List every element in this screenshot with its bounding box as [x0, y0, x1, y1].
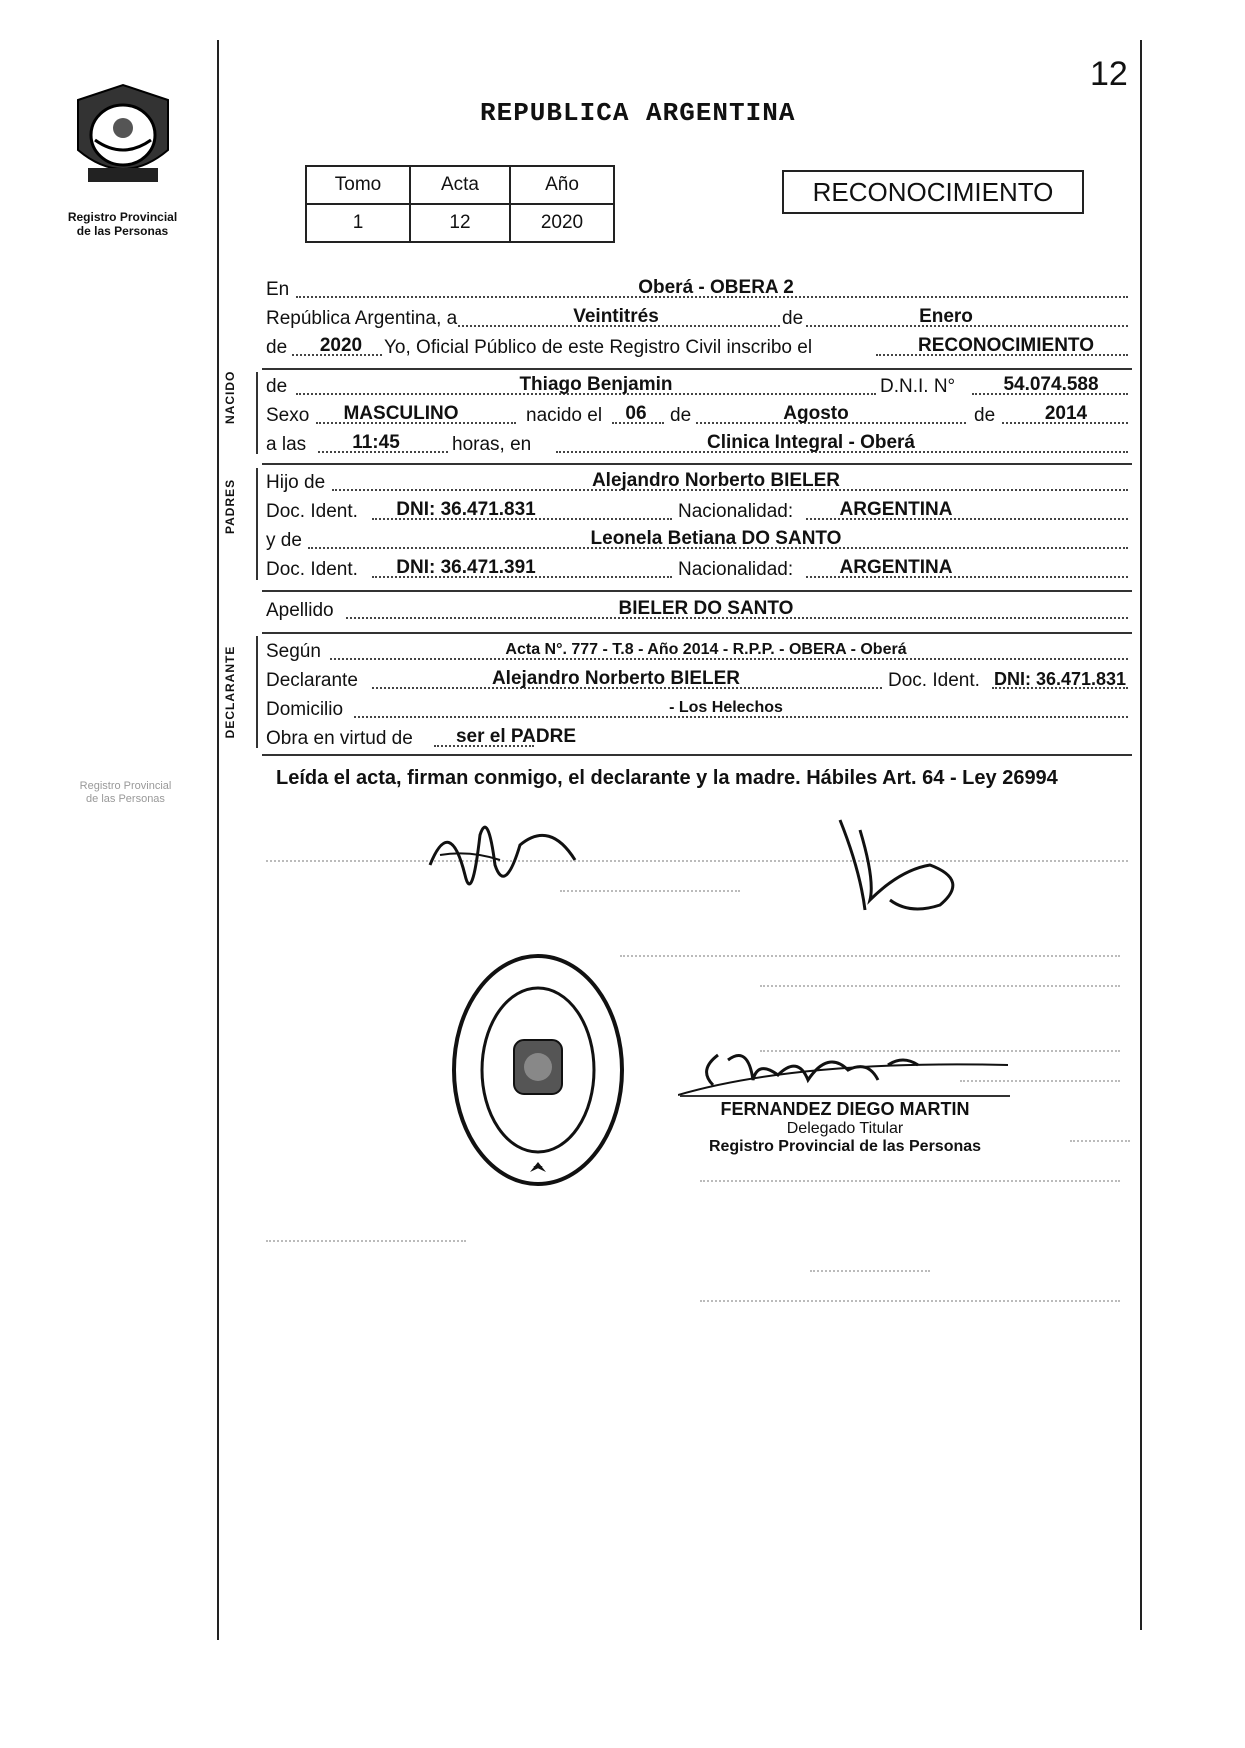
- mother-nat-label: Nacionalidad:: [678, 559, 794, 580]
- official-title: Delegado Titular: [786, 1120, 904, 1137]
- record-header-tomo: Tomo: [306, 166, 410, 204]
- segun-value: Acta N°. 777 - T.8 - Año 2014 - R.P.P. - OBERA - Oberá: [505, 641, 907, 658]
- faded-line: [700, 1180, 1120, 1182]
- dni-label: D.N.I. N°: [880, 376, 956, 397]
- padres-row-father: [266, 470, 1128, 494]
- sexo-label: Sexo: [266, 405, 310, 426]
- record-value-acta: 12: [410, 204, 510, 242]
- logo-caption-line2: de las Personas: [76, 224, 169, 238]
- separator-nacido: [262, 368, 1132, 370]
- closing-text: Leída el acta, firman conmigo, el declarante y la madre. Hábiles Art. 64 - Ley 26994: [276, 767, 1058, 789]
- padres-bar: [256, 468, 258, 580]
- declarante-doc-label: Doc. Ident.: [888, 670, 980, 691]
- horas-label: horas, en: [452, 434, 532, 455]
- domicilio-value: - Los Helechos: [669, 699, 783, 716]
- record-value-tomo: 1: [306, 204, 410, 242]
- nacido-row-sexo: [266, 403, 1128, 427]
- declarante-value: Alejandro Norberto BIELER: [491, 668, 741, 689]
- de-label-2: de: [266, 337, 288, 358]
- separator-declarante: [262, 632, 1132, 634]
- record-table: [305, 165, 615, 243]
- faded-line: [266, 1240, 466, 1242]
- place-value: Oberá - OBERA 2: [638, 277, 794, 298]
- intro-row-year: [266, 335, 1128, 359]
- intro-row-en: [266, 277, 1128, 301]
- birth-month-value: Agosto: [783, 403, 849, 424]
- left-margin-line: [217, 40, 219, 1640]
- logo-caption-line1: Registro Provincial: [67, 210, 178, 224]
- nacido-el-label: nacido el: [526, 405, 603, 426]
- father-doc-value: DNI: 36.471.831: [396, 499, 536, 520]
- country-heading: REPUBLICA ARGENTINA: [480, 98, 796, 128]
- intro-row-republica: [266, 306, 1128, 330]
- faded-caption-line1: Registro Provincial: [79, 780, 172, 792]
- faded-line: [620, 955, 1120, 957]
- declarante-row-segun: [266, 639, 1128, 663]
- signature-declarante-icon: [410, 805, 600, 915]
- official-block: [680, 1095, 1010, 1156]
- official-seal-icon: [448, 950, 628, 1190]
- birth-time-value: 11:45: [352, 432, 400, 453]
- declarante-row-obra: [266, 726, 1128, 750]
- declarante-row-domicilio: [266, 697, 1128, 721]
- faded-line: [700, 1300, 1120, 1302]
- father-doc-label: Doc. Ident.: [266, 501, 358, 522]
- section-label-padres: PADRES: [223, 478, 237, 534]
- record-type-box: RECONOCIMIENTO: [782, 170, 1084, 214]
- faded-line: [810, 1270, 930, 1272]
- birth-year-value: 2014: [1044, 403, 1088, 424]
- logo-caption: [50, 210, 195, 238]
- day-value: Veintitrés: [573, 306, 659, 327]
- nacido-row-time: [266, 432, 1128, 456]
- record-header-anio: Año: [510, 166, 614, 204]
- birth-place-value: Clinica Integral - Oberá: [707, 432, 915, 453]
- mother-doc-label: Doc. Ident.: [266, 559, 358, 580]
- signature-official-icon: [678, 1040, 1018, 1100]
- right-margin-line: [1140, 40, 1142, 1630]
- sexo-value: MASCULINO: [343, 403, 459, 424]
- en-label: En: [266, 279, 290, 300]
- record-header-acta: Acta: [410, 166, 510, 204]
- faded-line: [760, 985, 1120, 987]
- coat-of-arms-misiones-icon: [68, 80, 178, 190]
- domicilio-label: Domicilio: [266, 699, 344, 720]
- de-label: de: [782, 308, 804, 329]
- nacido-de-label: de: [266, 376, 288, 397]
- apellido-row: [266, 598, 1128, 622]
- padres-row-mother-doc: [266, 557, 1128, 581]
- signature-mother-icon: [820, 810, 980, 920]
- father-nat-label: Nacionalidad:: [678, 501, 794, 522]
- declarante-row-name: [266, 668, 1128, 692]
- alas-label: a las: [266, 434, 307, 455]
- father-name-value: Alejandro Norberto BIELER: [591, 470, 841, 491]
- official-name: FERNANDEZ DIEGO MARTIN: [680, 1095, 1010, 1120]
- declarante-bar: [256, 636, 258, 748]
- obra-value: ser el PADRE: [455, 726, 577, 747]
- hijo-de-label: Hijo de: [266, 472, 326, 493]
- padres-row-mother: [266, 528, 1128, 552]
- padres-row-father-doc: [266, 499, 1128, 523]
- apellido-label: Apellido: [266, 600, 334, 621]
- nacido-row-name: [266, 374, 1128, 398]
- child-dni-value: 54.074.588: [1003, 374, 1099, 395]
- page-number: 12: [1090, 55, 1128, 93]
- segun-label: Según: [266, 641, 321, 662]
- republica-label: República Argentina, a: [266, 308, 458, 329]
- month-value: Enero: [919, 306, 973, 327]
- nacido-bar: [256, 372, 258, 454]
- faded-line: [266, 860, 1128, 862]
- faded-logo-caption: [58, 780, 193, 806]
- apellido-value: BIELER DO SANTO: [618, 598, 794, 619]
- declarante-label: Declarante: [266, 670, 358, 691]
- year-value: 2020: [319, 335, 363, 356]
- declarante-doc-value: DNI: 36.471.831: [993, 669, 1127, 689]
- birth-day-value: 06: [625, 403, 647, 424]
- father-nat-value: ARGENTINA: [839, 499, 953, 520]
- record-value-anio: 2020: [510, 204, 614, 242]
- y-de-label: y de: [266, 530, 302, 551]
- faded-line: [1070, 1140, 1130, 1142]
- nacido-de-label-2: de: [670, 405, 692, 426]
- official-office: Registro Provincial de las Personas: [708, 1138, 982, 1155]
- separator-closing: [262, 754, 1132, 756]
- oficial-text: Yo, Oficial Público de este Registro Civil inscribo el: [384, 337, 813, 358]
- nacido-de-label-3: de: [974, 405, 996, 426]
- obra-label: Obra en virtud de: [266, 728, 413, 749]
- child-name-value: Thiago Benjamin: [519, 374, 673, 395]
- section-label-nacido: NACIDO: [223, 370, 237, 424]
- act-value: RECONOCIMIENTO: [918, 335, 1094, 356]
- section-label-declarante: DECLARANTE: [223, 645, 237, 739]
- mother-doc-value: DNI: 36.471.391: [396, 557, 536, 578]
- mother-name-value: Leonela Betiana DO SANTO: [590, 528, 842, 549]
- mother-nat-value: ARGENTINA: [839, 557, 953, 578]
- faded-caption-line2: de las Personas: [86, 793, 165, 805]
- separator-padres: [262, 463, 1132, 465]
- separator-apellido: [262, 590, 1132, 592]
